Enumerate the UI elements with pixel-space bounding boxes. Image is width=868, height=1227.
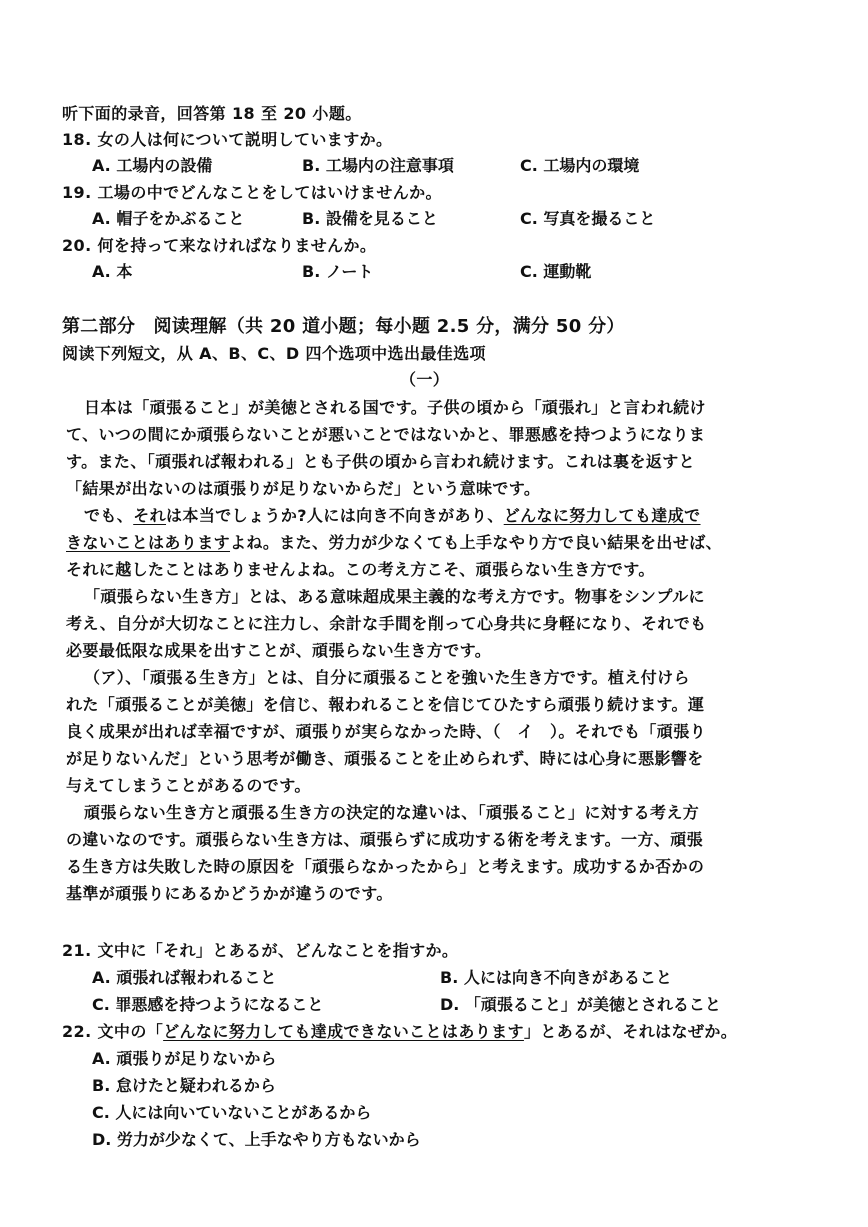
paragraph-2-line xyxy=(66,531,722,555)
question-22 xyxy=(62,1020,737,1044)
q20-option-b: B. ノート xyxy=(302,262,374,281)
paragraph-4-line: （ア）、「頑張る生き方」とは、自分に頑張ることを強いた生き方です。植え付けら xyxy=(84,668,690,687)
paragraph-1-line: て、いつの間にか頑張らないことが悪いことではないかと、罪悪感を持つようになりま xyxy=(66,425,706,444)
paragraph-3-line: 考え、自分が大切なことに注力し、余計な手間を削って心身共に身軽になり、それでも xyxy=(66,614,707,633)
text-span: 22. 文中の「 xyxy=(62,1022,164,1041)
paragraph-5-line: 基準が頑張りにあるかどうかが違うのです。 xyxy=(66,884,393,903)
q19-option-a: A. 帽子をかぶること xyxy=(92,209,245,228)
paragraph-2-line: それに越したことはありませんよね。この考え方こそ、頑張らない生き方です。 xyxy=(66,560,655,579)
q20-option-a: A. 本 xyxy=(92,262,133,281)
paragraph-4-line: が足りないんだ」という思考が働き、頑張ることを止められず、時には心身に悪影響を xyxy=(66,749,704,768)
q20-option-c: C. 運動靴 xyxy=(520,262,592,281)
q18-option-c: C. 工場内の環境 xyxy=(520,156,640,175)
text-span: でも、 xyxy=(84,506,134,525)
q21-option-a: A. 頑張れば報われること xyxy=(92,968,277,987)
paragraph-4-line: 与えてしまうことがあるのです。 xyxy=(66,776,311,795)
paragraph-4-line: れた「頑張ることが美徳」を信じ、報われることを信じてひたすら頑張り続けます。運 xyxy=(66,695,705,714)
paragraph-5-line: の違いなのです。頑張らない生き方は、頑張らずに成功する術を考えます。一方、頑張 xyxy=(66,830,704,849)
paragraph-2-line xyxy=(84,504,701,528)
q18-option-b: B. 工場内の注意事項 xyxy=(302,156,454,175)
q22-option-c: C. 人には向いていないことがあるから xyxy=(92,1103,372,1122)
q19-option-b: B. 設備を見ること xyxy=(302,209,438,228)
passage-number: （一） xyxy=(400,370,450,389)
question-21: 21. 文中に「それ」とあるが、どんなことを指すか。 xyxy=(62,941,459,960)
q21-option-b: B. 人には向き不向きがあること xyxy=(440,968,672,987)
paragraph-3-line: 必要最低限な成果を出すことが、頑張らない生き方です。 xyxy=(66,641,492,660)
listening-instruction: 听下面的录音，回答第 18 至 20 小题。 xyxy=(62,104,362,123)
text-span: 」とあるが、それはなぜか。 xyxy=(523,1022,738,1041)
underlined-phrase: どんなに努力しても達成で xyxy=(503,506,701,525)
question-18: 18. 女の人は何について説明していますか。 xyxy=(62,130,393,149)
paragraph-3-line: 「頑張らない生き方」とは、ある意味超成果主義的な考え方です。物事をシンプルに xyxy=(84,587,705,606)
q19-option-c: C. 写真を撮ること xyxy=(520,209,656,228)
q22-option-b: B. 怠けたと疑われるから xyxy=(92,1076,276,1095)
question-20: 20. 何を持って来なければなりませんか。 xyxy=(62,236,377,255)
q21-option-c: C. 罪悪感を持つようになること xyxy=(92,995,324,1014)
text-span: よね。また、労力が少なくても上手なやり方で良い結果を出せば、 xyxy=(230,533,723,552)
q22-option-d: D. 労力が少なくて、上手なやり方もないから xyxy=(92,1130,421,1149)
reading-instruction: 阅读下列短文，从 A、B、C、D 四个选项中选出最佳选项 xyxy=(62,344,486,363)
q21-option-d: D. 「頑張ること」が美徳とされること xyxy=(440,995,721,1014)
question-19: 19. 工場の中でどんなことをしてはいけませんか。 xyxy=(62,183,442,202)
text-span: は本当でしょうか?人には向き不向きがあり、 xyxy=(166,506,504,525)
paragraph-4-line: 良く成果が出れば幸福ですが、頑張りが実らなかった時、（ イ ）。それでも「頑張り xyxy=(66,722,707,741)
paragraph-5-line: る生き方は失敗した時の原因を「頑張らなかったから」と考えます。成功するか否かの xyxy=(66,857,705,876)
section-heading: 第二部分 阅读理解（共 20 道小题；每小题 2.5 分，满分 50 分） xyxy=(62,316,625,337)
underlined-phrase: どんなに努力しても達成できないことはあります xyxy=(163,1022,524,1041)
q22-option-a: A. 頑張りが足りないから xyxy=(92,1049,277,1068)
paragraph-1-line: 日本は「頑張ること」が美徳とされる国です。子供の頃から「頑張れ」と言われ続け xyxy=(84,398,706,417)
paragraph-5-line: 頑張らない生き方と頑張る生き方の決定的な違いは、「頑張ること」に対する考え方 xyxy=(84,803,700,822)
paragraph-1-line: 「結果が出ないのは頑張りが足りないからだ」という意味です。 xyxy=(66,479,541,498)
underlined-phrase: きないことはあります xyxy=(66,533,231,552)
paragraph-1-line: す。また、「頑張れば報われる」とも子供の頃から言われ続けます。これは裏を返すと xyxy=(66,452,696,471)
q18-option-a: A. 工場内の設備 xyxy=(92,156,213,175)
underlined-sore: それ xyxy=(133,506,167,525)
